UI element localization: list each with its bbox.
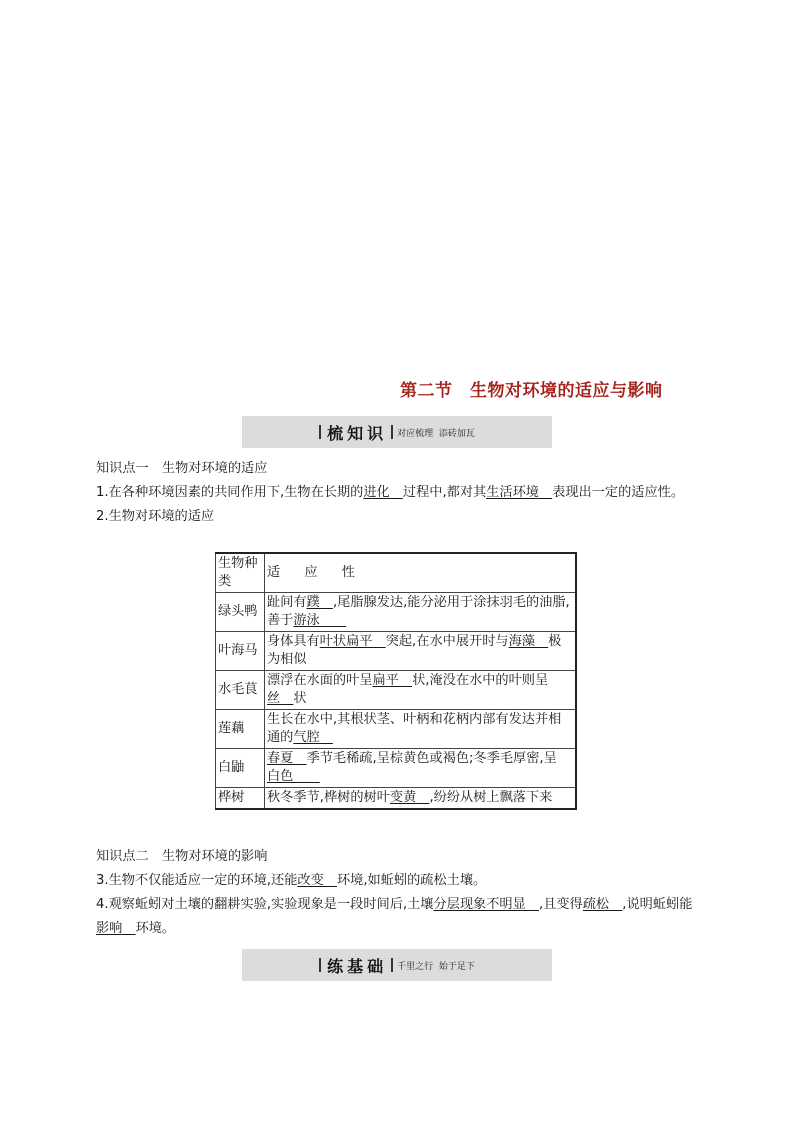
banner-practice-basics [242, 949, 552, 981]
kp1-paragraph-2: 2.生物对环境的适应 [96, 509, 215, 524]
text: 表现出一定的适应性。 [552, 485, 685, 500]
text: 生长在水中,其根状茎、叶柄和花柄内部有发达并相通的 [267, 712, 562, 745]
answer-blank: 丝 [267, 691, 294, 706]
table-row [216, 632, 577, 671]
answer-blank: 游泳 [293, 613, 347, 628]
banner-divider [319, 958, 321, 972]
text: 突起,在水中展开时与 [385, 634, 509, 649]
answer-blank: 进化 [363, 485, 403, 500]
table-row [216, 671, 577, 710]
text: 极为相似 [267, 634, 562, 667]
banner-main-label: 梳知识 [327, 423, 388, 443]
organism-name: 水毛茛 [216, 671, 265, 710]
adaptation-cell [265, 749, 577, 788]
banner-divider [391, 425, 393, 439]
header-organism: 生物种类 [216, 553, 265, 593]
answer-blank: 扁平 [372, 673, 413, 688]
table-row [216, 788, 577, 810]
adaptation-cell [265, 671, 577, 710]
text: ,说明蚯蚓能 [622, 897, 693, 912]
adaptation-table [215, 552, 577, 810]
answer-blank: 白色 [267, 769, 320, 784]
banner-sub-label: 千里之行 始于足下 [397, 961, 475, 972]
text: 过程中,都对其 [402, 485, 487, 500]
adaptation-cell [265, 710, 577, 749]
knowledge-point-1 [96, 457, 694, 529]
text: ,纷纷从树上飘落下来 [429, 790, 553, 805]
text: 4.观察蚯蚓对土壤的翻耕实验,实验现象是一段时间后,土壤 [96, 897, 434, 912]
section-title: 第二节 生物对环境的适应与影响 [400, 381, 663, 401]
banner-main-label: 练基础 [327, 956, 388, 976]
banner-review-knowledge [242, 416, 552, 448]
answer-blank: 叶状扁平 [319, 634, 386, 649]
text: 趾间有 [267, 595, 307, 610]
answer-blank: 海藻 [508, 634, 549, 649]
organism-name: 桦树 [216, 788, 265, 810]
banner-divider [391, 958, 393, 972]
text: 环境,如蚯蚓的疏松土壤。 [336, 873, 487, 888]
table-header-row [216, 553, 577, 593]
text: 秋冬季节,桦树的树叶 [267, 790, 390, 805]
text: 3.生物不仅能适应一定的环境,还能 [96, 873, 298, 888]
kp2-paragraph-4 [96, 893, 694, 941]
knowledge-point-2 [96, 845, 694, 941]
text: 1.在各种环境因素的共同作用下,生物在长期的 [96, 485, 364, 500]
organism-name: 白鼬 [216, 749, 265, 788]
organism-name: 绿头鸭 [216, 593, 265, 632]
text: 季节毛稀疏,呈棕黄色或褐色;冬季毛厚密,呈 [306, 751, 557, 766]
text: 环境。 [135, 921, 176, 936]
answer-blank: 春夏 [267, 751, 307, 766]
organism-name: 莲藕 [216, 710, 265, 749]
answer-blank: 蹼 [306, 595, 333, 610]
text: 漂浮在水面的叶呈 [267, 673, 373, 688]
answer-blank: 疏松 [582, 897, 623, 912]
text: 状 [293, 691, 307, 706]
answer-blank: 影响 [96, 921, 136, 936]
text: ,且变得 [538, 897, 583, 912]
text: 状,淹没在水中的叶则呈 [412, 673, 549, 688]
answer-blank: 分层现象不明显 [433, 897, 539, 912]
kp2-paragraph-3 [96, 869, 694, 893]
answer-blank: 改变 [297, 873, 337, 888]
answer-blank: 气腔 [293, 730, 333, 745]
header-adaptation: 适 应 性 [265, 553, 577, 593]
kp1-paragraph-1 [96, 481, 694, 505]
kp1-title: 知识点一 生物对环境的适应 [96, 461, 268, 476]
table-row [216, 749, 577, 788]
adaptation-cell [265, 593, 577, 632]
text: 身体具有 [267, 634, 320, 649]
answer-blank: 生活环境 [486, 485, 553, 500]
adaptation-cell [265, 632, 577, 671]
answer-blank: 变黄 [389, 790, 430, 805]
table-row [216, 593, 577, 632]
banner-divider [319, 425, 321, 439]
adaptation-cell [265, 788, 577, 810]
text: ,尾脂腺发达,能分泌用于涂抹羽毛的油脂,善于 [267, 595, 570, 628]
banner-sub-label: 对应梳理 添砖加瓦 [397, 428, 475, 439]
organism-name: 叶海马 [216, 632, 265, 671]
kp2-title: 知识点二 生物对环境的影响 [96, 849, 268, 864]
table-row [216, 710, 577, 749]
